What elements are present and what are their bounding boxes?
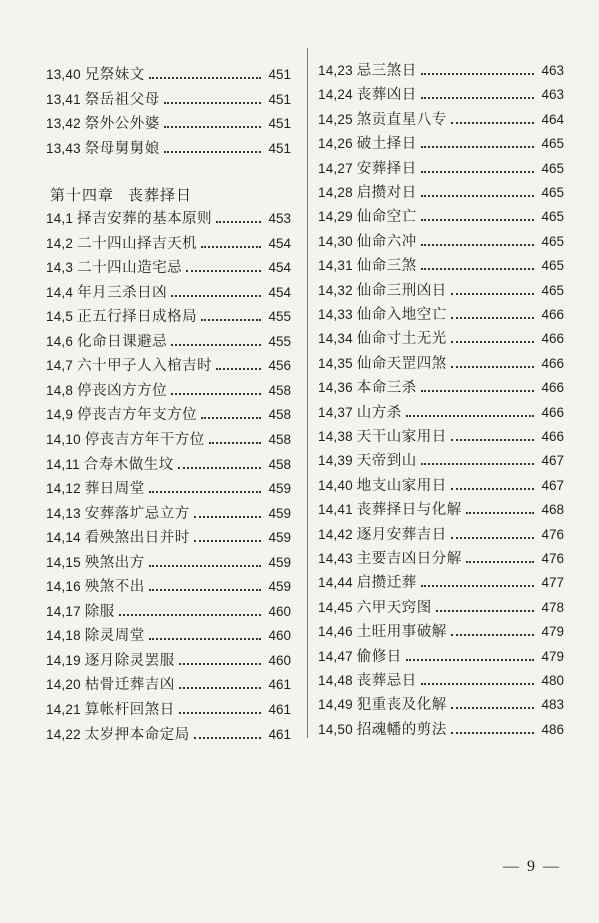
entry-title: 二十四山造宅忌	[77, 260, 183, 277]
entry-number: 14,5	[46, 309, 74, 325]
entry-number: 14,16	[46, 579, 81, 595]
dot-leader	[194, 527, 261, 549]
dot-leader	[194, 724, 261, 746]
dot-leader	[171, 282, 261, 304]
entry-page-number: 466	[541, 404, 564, 420]
dot-leader	[436, 597, 534, 619]
toc-entry	[46, 138, 291, 160]
entry-title: 太岁押本命定局	[84, 726, 190, 743]
entry-title: 仙命空亡	[356, 209, 417, 226]
column-divider	[307, 48, 308, 738]
entry-page-number: 461	[268, 702, 291, 717]
toc-entry	[318, 719, 564, 741]
toc-entry	[46, 208, 291, 230]
dot-leader	[421, 255, 534, 277]
toc-entry	[318, 548, 564, 570]
entry-title: 看殃煞出日并时	[84, 530, 190, 547]
entry-page-number: 458	[268, 456, 291, 472]
toc-entry	[318, 524, 564, 546]
chapter-heading	[50, 184, 192, 205]
toc-entry	[46, 699, 291, 721]
entry-title: 安葬择日	[356, 160, 417, 177]
entry-title: 停丧凶方方位	[77, 382, 168, 399]
entry-number: 14,29	[318, 209, 353, 225]
entry-title: 本命三杀	[356, 380, 417, 397]
entry-title: 兄祭妹文	[84, 67, 145, 83]
dot-leader	[186, 257, 261, 279]
entry-number: 14,6	[46, 333, 74, 349]
entry-number: 14,44	[318, 575, 353, 591]
entry-number: 13,41	[46, 91, 81, 107]
toc-entry	[318, 133, 564, 155]
entry-title: 正五行择日成格局	[77, 309, 198, 326]
entry-title: 年月三杀日凶	[77, 284, 168, 301]
toc-entry	[46, 257, 291, 279]
toc-entry	[46, 674, 291, 696]
entry-number: 14,27	[318, 160, 353, 176]
entry-page-number: 461	[268, 677, 291, 693]
entry-page-number: 466	[541, 355, 564, 371]
toc-entry	[318, 402, 564, 424]
toc-entry	[46, 552, 291, 574]
entry-title: 仙命三刑凶日	[356, 282, 447, 299]
entry-number: 14,35	[318, 355, 353, 371]
entry-number: 14,13	[46, 505, 81, 521]
toc-entry	[46, 650, 291, 672]
entry-number: 14,15	[46, 554, 81, 570]
entry-page-number: 463	[541, 87, 564, 103]
dot-leader	[451, 475, 534, 497]
entry-number: 14,2	[46, 235, 74, 251]
entry-title: 天干山家用日	[356, 429, 447, 445]
entry-page-number: 465	[541, 185, 564, 200]
entry-number: 14,30	[318, 233, 353, 249]
dot-leader	[421, 133, 534, 155]
entry-title: 丧葬忌日	[356, 673, 417, 689]
entry-title: 祭外公外婆	[84, 116, 160, 133]
toc-entry	[46, 331, 291, 353]
dot-leader	[179, 650, 261, 672]
entry-number: 14,34	[318, 331, 353, 347]
entry-title: 仙命六冲	[356, 233, 417, 250]
toc-entry	[318, 353, 564, 375]
entry-page-number: 465	[541, 233, 564, 249]
entry-title: 煞贡直星八专	[356, 111, 447, 128]
entry-page-number: 465	[541, 209, 564, 225]
entry-page-number: 467	[541, 477, 564, 493]
entry-number: 14,41	[318, 502, 353, 518]
toc-entry	[318, 572, 564, 594]
entry-number: 14,9	[46, 407, 74, 423]
dot-leader	[209, 429, 261, 451]
toc-entry	[318, 255, 564, 277]
toc-entry	[46, 503, 291, 525]
toc-entry	[46, 89, 291, 111]
entry-page-number: 451	[268, 116, 291, 132]
toc-entry	[46, 306, 291, 328]
toc-entry	[318, 206, 564, 228]
entry-number: 14,7	[46, 358, 74, 374]
dot-leader	[451, 280, 534, 302]
entry-number: 14,12	[46, 481, 81, 497]
entry-title: 祭母舅舅娘	[84, 141, 160, 158]
dot-leader	[451, 621, 534, 643]
entry-page-number: 486	[541, 721, 564, 737]
entry-title: 天帝到山	[356, 453, 417, 470]
entry-title: 犯重丧及化解	[356, 697, 447, 714]
entry-number: 14,49	[318, 697, 353, 713]
entry-page-number: 466	[541, 307, 564, 322]
entry-number: 14,47	[318, 648, 353, 664]
toc-entry	[46, 355, 291, 377]
entry-number: 14,1	[46, 211, 74, 226]
entry-title: 忌三煞日	[356, 63, 417, 79]
entry-page-number: 460	[268, 603, 291, 619]
entry-page-number: 478	[541, 599, 564, 615]
entry-number: 14,25	[318, 111, 353, 127]
toc-entry	[318, 377, 564, 399]
entry-page-number: 455	[268, 333, 291, 349]
entry-number: 14,31	[318, 258, 353, 274]
entry-title: 仙命三煞	[356, 258, 417, 275]
entry-page-number: 479	[541, 624, 564, 640]
toc-entry	[46, 404, 291, 426]
entry-number: 14,11	[46, 456, 80, 472]
entry-number: 14,8	[46, 382, 74, 398]
entry-number: 14,17	[46, 603, 81, 619]
entry-page-number: 466	[541, 331, 564, 347]
entry-page-number: 480	[541, 673, 564, 688]
dot-leader	[451, 719, 534, 741]
dot-leader	[149, 625, 261, 647]
entry-page-number: 460	[268, 652, 291, 668]
entry-title: 择吉安葬的基本原则	[77, 211, 213, 227]
entry-page-number: 465	[541, 136, 564, 152]
toc-entry	[318, 304, 564, 326]
entry-page-number: 451	[268, 141, 291, 157]
toc-entry	[46, 380, 291, 402]
entry-title: 仙命天罡四煞	[356, 355, 447, 372]
entry-number: 14,4	[46, 284, 74, 300]
entry-page-number: 451	[268, 91, 291, 107]
dot-leader	[178, 454, 261, 476]
entry-title: 除灵周堂	[84, 628, 145, 645]
entry-page-number: 479	[541, 648, 564, 664]
entry-page-number: 459	[268, 579, 291, 595]
dot-leader	[201, 404, 261, 426]
toc-entry	[46, 478, 291, 500]
dot-leader	[451, 694, 534, 716]
toc-entry	[46, 724, 291, 746]
toc-entry	[46, 429, 291, 451]
entry-title: 殃煞不出	[84, 579, 145, 596]
dot-leader	[421, 60, 534, 82]
entry-title: 安葬落圹忌立方	[84, 505, 190, 522]
dot-leader	[406, 402, 534, 424]
entry-number: 14,40	[318, 477, 353, 493]
entry-title: 丧葬凶日	[356, 87, 417, 104]
toc-entry	[318, 694, 564, 716]
entry-number: 14,50	[318, 721, 353, 737]
entry-title: 化命日课避忌	[77, 333, 168, 350]
dot-leader	[421, 670, 534, 692]
dot-leader	[421, 158, 534, 180]
entry-title: 招魂幡的剪法	[356, 721, 447, 738]
dot-leader	[421, 231, 534, 253]
dot-leader	[466, 499, 534, 521]
entry-number: 14,33	[318, 307, 353, 322]
toc-entry	[318, 426, 564, 448]
entry-number: 14,18	[46, 628, 81, 644]
toc-entry	[318, 60, 564, 82]
entry-page-number: 468	[541, 502, 564, 518]
page-number: — 9 —	[503, 858, 561, 875]
dot-leader	[179, 674, 261, 696]
entry-page-number: 465	[541, 258, 564, 274]
entry-page-number: 454	[268, 260, 291, 276]
dot-leader	[179, 699, 261, 721]
dot-leader	[421, 84, 534, 106]
dot-leader	[164, 113, 261, 135]
toc-entry	[318, 646, 564, 668]
toc-entry	[318, 109, 564, 131]
entry-number: 13,40	[46, 67, 81, 82]
entry-page-number: 453	[268, 211, 291, 226]
entry-number: 14,3	[46, 260, 74, 276]
toc-entry	[318, 280, 564, 302]
entry-number: 13,43	[46, 141, 81, 157]
entry-number: 13,42	[46, 116, 81, 132]
entry-page-number: 476	[541, 526, 564, 542]
entry-number: 14,20	[46, 677, 81, 693]
entry-number: 14,22	[46, 726, 81, 742]
entry-title: 停丧吉方年干方位	[84, 431, 205, 448]
entry-number: 14,26	[318, 136, 353, 152]
toc-entry	[318, 84, 564, 106]
entry-page-number: 483	[541, 697, 564, 713]
entry-title: 殃煞出方	[84, 554, 145, 571]
dot-leader	[421, 206, 534, 228]
entry-number: 14,10	[46, 431, 81, 447]
toc-entry	[46, 233, 291, 255]
dot-leader	[149, 552, 261, 574]
entry-number: 14,46	[318, 624, 353, 640]
toc-entry	[318, 231, 564, 253]
entry-number: 14,37	[318, 404, 353, 420]
entry-page-number: 459	[268, 481, 291, 497]
toc-entry	[46, 527, 291, 549]
entry-page-number: 458	[268, 382, 291, 398]
entry-page-number: 467	[541, 453, 564, 469]
toc-entry	[46, 454, 291, 476]
dot-leader	[421, 377, 534, 399]
dot-leader	[171, 331, 261, 353]
dot-leader	[149, 64, 261, 86]
entry-page-number: 459	[268, 505, 291, 521]
dot-leader	[201, 306, 261, 328]
toc-entry	[318, 158, 564, 180]
entry-page-number: 454	[268, 235, 291, 251]
entry-title: 算帐杆回煞日	[84, 702, 175, 718]
dot-leader	[451, 353, 534, 375]
entry-title: 地支山家用日	[356, 477, 447, 494]
entry-page-number: 465	[541, 282, 564, 298]
chapter-label: 第十四章	[50, 186, 115, 204]
entry-number: 14,43	[318, 551, 353, 566]
entry-page-number: 459	[268, 530, 291, 546]
entry-page-number: 464	[541, 111, 564, 127]
chapter-title: 丧葬择日	[128, 186, 193, 204]
entry-title: 逐月安葬吉日	[356, 526, 447, 543]
entry-title: 土旺用事破解	[356, 624, 447, 641]
dot-leader	[421, 182, 534, 204]
dot-leader	[421, 572, 534, 594]
entry-title: 除服	[84, 603, 115, 620]
toc-entry	[318, 597, 564, 619]
entry-page-number: 476	[541, 551, 564, 566]
entry-number: 14,28	[318, 185, 353, 200]
toc-entry	[318, 499, 564, 521]
entry-page-number: 460	[268, 628, 291, 644]
dot-leader	[149, 478, 261, 500]
entry-page-number: 459	[268, 554, 291, 570]
dot-leader	[216, 208, 261, 230]
toc-entry	[318, 475, 564, 497]
entry-title: 葬日周堂	[84, 481, 145, 498]
entry-title: 偷修日	[356, 648, 402, 665]
entry-number: 14,14	[46, 530, 81, 546]
toc-entry	[46, 576, 291, 598]
toc-entry	[46, 64, 291, 86]
entry-title: 逐月除灵罢服	[84, 652, 175, 669]
entry-number: 14,48	[318, 673, 353, 688]
entry-title: 二十四山择吉天机	[77, 235, 198, 252]
entry-title: 主要吉凶日分解	[356, 551, 462, 567]
entry-title: 枯骨迁葬吉凶	[84, 677, 175, 694]
dot-leader	[171, 380, 261, 402]
entry-title: 六十甲子人入棺吉时	[77, 358, 213, 375]
toc-entry	[318, 182, 564, 204]
dot-leader	[421, 450, 534, 472]
left-column	[46, 0, 291, 923]
toc-entry	[46, 282, 291, 304]
entry-number: 14,21	[46, 702, 81, 717]
entry-title: 山方杀	[356, 404, 402, 421]
entry-page-number: 461	[268, 726, 291, 742]
right-column	[318, 0, 564, 923]
entry-title: 仙命入地空亡	[356, 307, 447, 323]
entry-page-number: 458	[268, 431, 291, 447]
dot-leader	[451, 304, 534, 326]
entry-page-number: 458	[268, 407, 291, 423]
toc-entry	[318, 621, 564, 643]
entry-page-number: 451	[268, 67, 291, 82]
entry-title: 祭岳祖父母	[84, 91, 160, 108]
dot-leader	[149, 576, 261, 598]
entry-title: 启攒对日	[356, 185, 417, 201]
entry-number: 14,39	[318, 453, 353, 469]
entry-number: 14,24	[318, 87, 353, 103]
entry-page-number: 466	[541, 429, 564, 444]
entry-number: 14,19	[46, 652, 81, 668]
dot-leader	[194, 503, 261, 525]
entry-page-number: 455	[268, 309, 291, 325]
entry-number: 14,42	[318, 526, 353, 542]
entry-page-number: 477	[541, 575, 564, 591]
toc-entry	[318, 450, 564, 472]
dot-leader	[201, 233, 261, 255]
dot-leader	[216, 355, 261, 377]
entry-title: 合寿木做生坟	[83, 456, 174, 473]
entry-title: 六甲天窍图	[356, 599, 432, 616]
dot-leader	[451, 109, 534, 131]
entry-number: 14,45	[318, 599, 353, 615]
dot-leader	[466, 548, 534, 570]
dot-leader	[164, 138, 261, 160]
toc-entry	[46, 601, 291, 623]
entry-title: 丧葬择日与化解	[356, 502, 462, 519]
dot-leader	[451, 426, 534, 448]
dot-leader	[451, 328, 534, 350]
toc-entry	[318, 328, 564, 350]
toc-entry	[46, 113, 291, 135]
toc-entry	[46, 625, 291, 647]
toc-entry	[318, 670, 564, 692]
entry-title: 破土择日	[356, 136, 417, 153]
entry-page-number: 465	[541, 160, 564, 176]
dot-leader	[119, 601, 261, 623]
entry-page-number: 456	[268, 358, 291, 374]
entry-number: 14,32	[318, 282, 353, 298]
entry-number: 14,38	[318, 429, 353, 444]
entry-page-number: 466	[541, 380, 564, 396]
dot-leader	[451, 524, 534, 546]
entry-title: 仙命寸土无光	[356, 331, 447, 348]
entry-page-number: 454	[268, 284, 291, 300]
entry-title: 启攒迁葬	[356, 575, 417, 592]
dot-leader	[164, 89, 261, 111]
entry-page-number: 463	[541, 63, 564, 78]
entry-number: 14,36	[318, 380, 353, 396]
entry-title: 停丧吉方年支方位	[77, 407, 198, 424]
entry-number: 14,23	[318, 63, 353, 78]
dot-leader	[406, 646, 534, 668]
